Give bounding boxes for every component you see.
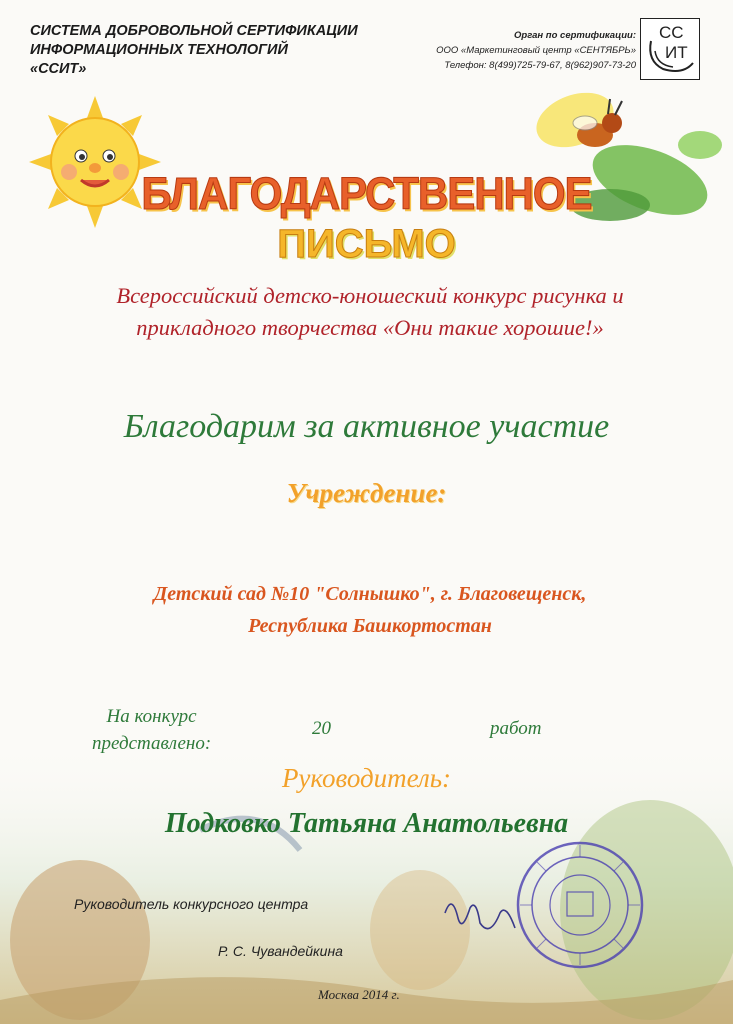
org-line: «ССИТ» bbox=[30, 61, 87, 77]
org-line: ИНФОРМАЦИОННЫХ ТЕХНОЛОГИЙ bbox=[30, 42, 288, 58]
leader-name: Подковко Татьяна Анатольевна bbox=[164, 808, 569, 839]
leader-label: Руководитель: bbox=[281, 763, 452, 793]
logo-swirl-icon bbox=[643, 21, 697, 77]
contest-name bbox=[40, 280, 700, 344]
logo-text-bottom: ИТ bbox=[665, 43, 688, 62]
certification-system-name bbox=[30, 22, 358, 79]
institution-line: Республика Башкортостан bbox=[248, 615, 492, 637]
center-head-label: Руководитель конкурсного центра bbox=[74, 896, 309, 912]
body-label: Орган по сертификации: bbox=[514, 30, 636, 41]
contest-line: Всероссийский детско-юношеский конкурс рисунка и bbox=[116, 283, 624, 308]
submitted-label-line: представлено: bbox=[92, 733, 212, 754]
city-year: Москва 2014 г. bbox=[318, 987, 400, 1002]
submitted-label bbox=[92, 703, 211, 757]
official-stamp bbox=[515, 840, 645, 970]
certification-body-info bbox=[410, 28, 636, 73]
document-title-line2: ПИСЬМО bbox=[277, 222, 456, 266]
institution-line: Детский сад №10 "Солнышко", г. Благовещенск, bbox=[153, 583, 587, 605]
signature bbox=[440, 888, 520, 948]
signer-name: Р. С. Чувандейкина bbox=[218, 943, 343, 959]
phone: Телефон: 8(499)725-79-67, 8(962)907-73-20 bbox=[444, 60, 636, 71]
submitted-label-line: На конкурс bbox=[106, 706, 197, 727]
document-title: БЛАГОДАРСТВЕННОЕ bbox=[141, 168, 592, 219]
thanks-text: Благодарим за активное участие bbox=[123, 408, 610, 445]
submitted-unit: работ bbox=[490, 718, 542, 739]
org-line: СИСТЕМА ДОБРОВОЛЬНОЙ СЕРТИФИКАЦИИ bbox=[30, 23, 358, 39]
ssit-logo bbox=[640, 18, 700, 80]
submitted-count: 20 bbox=[312, 718, 331, 739]
institution-name bbox=[40, 578, 700, 642]
logo-text-top: СС bbox=[659, 23, 684, 42]
contest-line: прикладного творчества «Они такие хорошие!» bbox=[136, 315, 604, 340]
institution-label: Учреждение: bbox=[286, 478, 447, 508]
body-name: ООО «Маркетинговый центр «СЕНТЯБРЬ» bbox=[436, 45, 636, 56]
